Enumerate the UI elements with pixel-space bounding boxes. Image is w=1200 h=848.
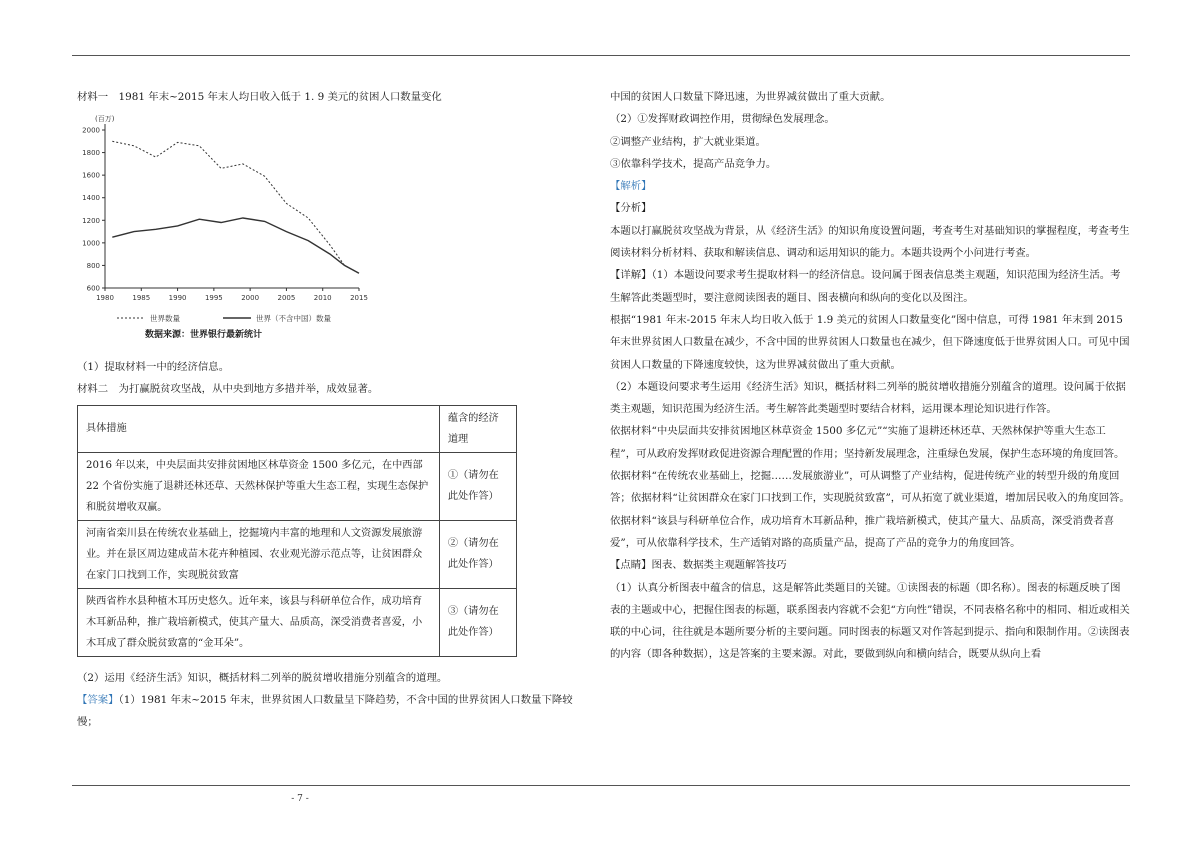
table-header-row [78,405,517,452]
detail-paragraph-2: 根据“1981 年末-2015 年末人均日收入低于 1.9 美元的贫困人口数量变化”图中信息，可得 1981 年末到 2015 年末世界贫困人口数量在减少，不含中国的世界贫困人口数量也在减少，但下降速度低于世界贫困人口。可见中国贫困人口数量的下降速度较快，这为世界减贫做出了重大贡献。 [610,313,1130,371]
footer-rule [72,785,1130,786]
tips-paragraph: （1）认真分析图表中蕴含的信息，这是解答此类题目的关键。①读图表的标题（即名称）。图表的标题反映了图表的主题或中心，把握住图表的标题，联系图表内容就不会犯“方向性”错误，不同表格名称中的相同、相近或相关联的中心词，往往就是本题所要分析的主要问题。同时图表的标题又对作答起到提示、指向和限制作用。②读图表的内容（即各种数据），这是答案的主要来源。对此，要做到纵向和横向结合，既要从纵向上看 [610,581,1130,661]
poverty-chart-svg [77,108,377,340]
table-row [78,520,517,588]
answer-tag: 【答案】 [77,693,119,706]
page-number: - 7 - [291,794,309,804]
y-tick-label: 1400 [82,194,100,203]
question-2: （2）运用《经济生活》知识，概括材料二列举的脱贫增收措施分别蕴含的道理。 [77,671,448,684]
series-line-2 [112,218,359,273]
y-tick-label: 1800 [82,149,100,158]
legend-label-1: 世界数量 [150,314,180,323]
table-row [78,452,517,520]
principle-cell: ③（请勿在此处作答） [439,588,516,656]
x-tick-label: 2015 [350,294,368,302]
answer-continued: 中国的贫困人口数量下降迅速，为世界减贫做出了重大贡献。 [610,91,891,103]
answer-line [77,689,592,734]
detail-paragraph-1: 【详解】（1）本题设问要求考生提取材料一的经济信息。设问属于图表信息类主观题，知识范围为经济生活。考生解答此类题型时，要注意阅读图表的题目、图表横向和纵向的变化以及图注。 [610,269,1121,304]
y-tick-label: 2000 [82,126,100,135]
measures-table [77,405,517,657]
y-tick-label: 1600 [82,171,100,180]
analysis-paragraph: 本题以打赢脱贫攻坚战为背景，从《经济生活》的知识角度设置问题，考查考生对基础知识的掌握程度，考查考生阅读材料分析材料、获取和解读信息、调动和运用知识的能力。本题共设两个小问进行考查。 [610,224,1130,260]
answer-2-1: （2）①发挥财政调控作用，贯彻绿色发展理念。 [610,113,835,126]
x-tick-label: 2000 [241,294,260,302]
table-row [78,588,517,656]
analysis-heading: 【分析】 [610,202,652,215]
y-tick-label: 600 [86,284,100,293]
x-tick-label: 1985 [132,294,151,302]
y-tick-label: 1200 [82,216,100,225]
right-column [610,86,1130,666]
x-tick-label: 1990 [168,294,187,302]
y-tick-label: 800 [86,261,100,270]
y-tick-label: 1000 [82,239,100,248]
legend-label-2: 世界（不含中国）数量 [256,314,331,323]
header-measures: 具体措施 [78,405,440,452]
answer-2-2: ②调整产业结构，扩大就业渠道。 [610,135,766,148]
x-tick-label: 2005 [277,294,296,302]
chart-source: 数据来源：世界银行最新统计 [145,330,263,340]
series-line-1 [112,141,359,273]
measure-cell: 陕西省柞水县种植木耳历史悠久。近年来，该县与科研单位合作，成功培育木耳新品种，推广栽培新模式，使其产量大、品质高，深受消费者喜爱，小木耳成了群众脱贫致富的“金耳朵”。 [78,588,440,656]
detail-paragraph-6: 依据材料“该县与科研单位合作，成功培育木耳新品种，推广栽培新模式，使其产量大、品质高，深受消费者喜爱”，可从依靠科学技术，生产适销对路的高质量产品，提高了产品的竞争力的角度回答。 [610,514,1115,549]
analysis-tag: 【解析】 [610,180,652,193]
x-tick-label: 2010 [313,294,332,302]
measure-cell: 河南省栾川县在传统农业基础上，挖掘境内丰富的地理和人文资源发展旅游业。并在景区周边建成苗木花卉种植园、农业观光游示范点等，让贫困群众在家门口找到工作，实现脱贫致富 [78,520,440,588]
x-tick-label: 1980 [96,294,114,302]
left-column [77,86,592,733]
poverty-chart [77,108,377,340]
chart-caption: 材料一 1981 年末~2015 年末人均日收入低于 1. 9 美元的贫困人口数量变化 [77,91,442,103]
principle-cell: ②（请勿在此处作答） [439,520,516,588]
answer-2-3: ③依靠科学技术，提高产品竞争力。 [610,157,777,170]
detail-paragraph-4: 依据材料“中央层面共安排贫困地区林草资金 1500 多亿元”“实施了退耕还林还草、天然林保护等重大生态工程”，可从政府发挥财政促进资源合理配置的作用；坚持新发展理念，注重绿色发展，保护生态环境的角度回答。 [610,425,1125,460]
detail-paragraph-3: （2）本题设问要求考生运用《经济生活》知识，概括材料二列举的脱贫增收措施分别蕴含的道理。设问属于依据类主观题，知识范围为经济生活。考生解答此类题型时要结合材料，运用课本理论知识进行作答。 [610,380,1126,416]
header-principles: 蕴含的经济道理 [439,405,516,452]
measure-cell: 2016 年以来，中央层面共安排贫困地区林草资金 1500 多亿元，在中西部 22 个省份实施了退耕还林还草、天然林保护等重大生态工程，实现生态保护和脱贫增收双赢。 [78,452,440,520]
header-rule [72,55,1130,56]
tips-heading: 【点睛】图表、数据类主观题解答技巧 [610,559,787,572]
question-1: （1）提取材料一中的经济信息。 [77,361,230,373]
material-2-intro: 材料二 为打赢脱贫攻坚战，从中央到地方多措并举，成效显著。 [77,383,379,396]
answer-text: （1）1981 年末~2015 年末，世界贫困人口数量呈下降趋势，不含中国的世界贫困人口数量下降较慢； [77,693,573,729]
y-unit-label: (百万) [95,115,115,123]
x-tick-label: 1995 [204,294,223,302]
principle-cell: ①（请勿在此处作答） [439,452,516,520]
detail-paragraph-5: 依据材料“在传统农业基础上，挖掘……发展旅游业”，可从调整了产业结构，促进传统产业的转型升级的角度回答；依据材料“让贫困群众在家门口找到工作，实现脱贫致富”，可从拓宽了就业渠道，增加居民收入的角度回答。 [610,470,1130,505]
